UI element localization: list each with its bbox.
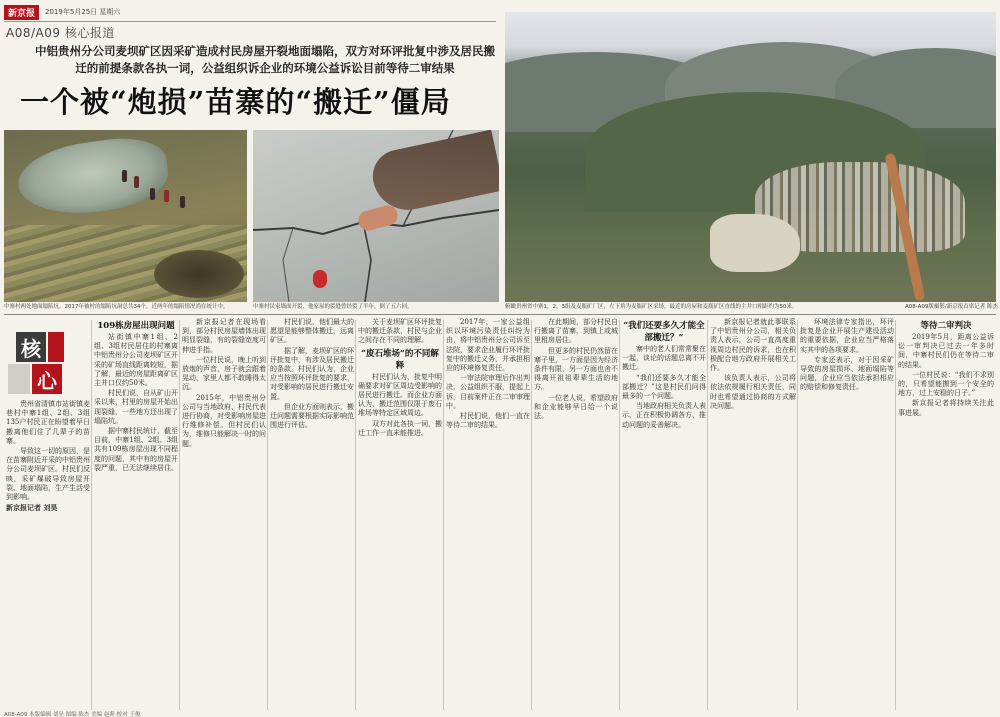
paragraph: 该负责人表示，公司将依法依规履行相关责任，同时也希望通过协商的方式解决问题。 <box>710 374 796 410</box>
paragraph: 据中寨村民统计，截至目前，中寨1组、2组、3组共有109栋房屋出现不同程度的问题，其中有的房屋开裂严重，已无法继续居住。 <box>94 427 178 472</box>
paragraph: 一位老人说，希望政府和企业能够早日给一个说法。 <box>534 393 618 421</box>
column-subheading: “我们还要多久才能全部搬迁？” <box>623 321 705 343</box>
column-rule <box>443 320 444 710</box>
paragraph: 导致这一切的原因，是在苗寨附近开采的中铝贵州分公司麦坝矿区。村民们反映，采矿爆破导致房屋开裂、地面塌陷，生产生活受到影响。 <box>6 447 90 502</box>
crater-shape <box>154 250 244 298</box>
article-headline: 一个被“炮损”苗寨的“搬迁”僵局 <box>20 85 451 119</box>
photo1-caption: 中寨村两处地面塌陷坑。2017年被村的塌陷坑洞总共34个，近两年的塌陷情况尚在统计中。 <box>4 304 229 310</box>
paragraph: 一位村民说：“我们不求别的，只希望能搬到一个安全的地方，过上安稳的日子。” <box>898 370 994 398</box>
paragraph: 2017年，一家公益组织以环境污染责任纠纷为由，将中铝贵州分公司诉至法院，要求企业履行环评批复中的搬迁义务，并承担相应的环境修复责任。 <box>446 318 530 373</box>
paragraph: 一审法院审理后作出判决，公益组织不服，提起上诉，目前案件正在二审审理中。 <box>446 374 530 410</box>
villager-figure <box>164 190 169 202</box>
photo-aerial-village <box>505 12 996 302</box>
byline: 新京报记者 刘昊 <box>6 503 58 513</box>
column-rule <box>355 320 356 710</box>
article-column <box>6 400 90 712</box>
masthead <box>4 4 496 20</box>
page-footer: A08-A09 本版编辑 刘昊 图编 陈杰 美编 赵莉 校对 王俊 <box>4 712 141 717</box>
paragraph: 村民们说，自从矿山开采以来，村里的房屋开始出现裂缝，一些地方还出现了塌陷坑。 <box>94 389 178 425</box>
paragraph: 新京报记者将持续关注此事进展。 <box>898 399 994 417</box>
column-rule <box>707 320 708 710</box>
logo-red-block <box>48 332 64 362</box>
article-column <box>710 318 796 712</box>
villager-figure <box>122 170 127 182</box>
logo-grey-block <box>8 364 30 394</box>
paragraph: 一位村民说，晚上听到放炮的声音，房子就会跟着晃动，家里人都不敢睡得太沉。 <box>182 355 266 392</box>
section-tag: A08/A09 核心报道 <box>6 26 115 40</box>
paragraph: 但企业方面则表示，搬迁问题需要根据实际影响范围进行评估。 <box>270 402 354 430</box>
paragraph: 在此期间，部分村民自行搬离了苗寨，到镇上或城里租房居住。 <box>534 318 618 345</box>
column-rule <box>797 320 798 710</box>
column-rule <box>895 320 896 710</box>
paragraph: 但更多的村民仍然留在寨子里，一方面是因为经济条件有限，另一方面也舍不得离开祖祖辈辈生活的地方。 <box>534 346 618 392</box>
column-subheading: 109栋房屋出现问题 <box>97 321 175 331</box>
bottle-figure <box>313 270 327 288</box>
paragraph: 2015年，中铝贵州分公司与当地政府、村民代表进行协商，对受影响房屋进行维修补偿。但村民们认为，维修只能解决一时的问题。 <box>182 393 266 448</box>
photo3-caption: 俯瞰贵州省中寨1，2，3组及麦瓶矿厂区，左下角为麦瓶矿区采场，最近的房屋和麦瓶矿区直线的主井口相距约为50米。 <box>505 304 798 310</box>
newspaper-logo: 新京报 <box>4 5 39 20</box>
paragraph: 关于麦坝矿区环评批复中的搬迁条款，村民与企业之间存在不同的理解。 <box>358 318 442 345</box>
article-column <box>534 318 618 712</box>
masthead-divider <box>4 21 496 22</box>
column-rule <box>91 320 92 710</box>
photo-collapse-pit <box>4 130 247 302</box>
paragraph: 据了解，麦坝矿区的环评批复中，有涉及居民搬迁的条款。村民们认为，企业应当按照环评批复的要求，对受影响的居民进行搬迁安置。 <box>270 346 354 401</box>
column-subheading: “废石堆场”的不同解释 <box>361 348 439 371</box>
section-divider <box>4 314 996 315</box>
column-rule <box>179 320 180 710</box>
article-column <box>182 318 266 712</box>
villager-figure <box>150 188 155 200</box>
paragraph: 新京报记者就此事联系了中铝贵州分公司，相关负责人表示，公司一直高度重视周边村民的诉求，也在积极配合地方政府开展相关工作。 <box>710 318 796 373</box>
issue-date: 2019年5月25日 星期六 <box>45 8 121 16</box>
paragraph: 村民们认为，批复中明确要求对矿区周边受影响的居民进行搬迁。而企业方面认为，搬迁范围仅限于废石堆场等特定区域周边。 <box>358 372 442 418</box>
pond-shape <box>14 132 172 222</box>
mine-pit <box>710 214 800 272</box>
paragraph: 专家还表示，对于因采矿导致的房屋损坏、地面塌陷等问题，企业应当依法承担相应的赔偿和修复责任。 <box>800 355 894 392</box>
article-column <box>898 318 994 712</box>
paragraph: 寨中的老人们常常聚在一起，谈论的话题总离不开搬迁。 <box>622 345 706 372</box>
column-rule <box>267 320 268 710</box>
paragraph: 双方对此各执一词，搬迁工作一直未能推进。 <box>358 419 442 437</box>
paragraph: 村民们说，他们一直在等待二审的结果。 <box>446 412 530 430</box>
article-column <box>358 318 442 712</box>
article-column <box>800 318 894 712</box>
column-subheading: 等待二审判决 <box>920 321 972 331</box>
villager-figure <box>134 176 139 188</box>
logo-char-1: 核 <box>16 332 46 362</box>
photo2-caption: 中寨村民家墙面开裂，他家屋的裂缝曾经裂了半年，倒了五六回。 <box>253 304 413 310</box>
article-subhead: 中铝贵州分公司麦坝矿区因采矿造成村民房屋开裂地面塌陷，双方对环评批复中涉及居民搬迁的前提条款各执一词，公益组织诉企业的环境公益诉讼目前等待二审结果 <box>35 44 495 75</box>
column-rule <box>619 320 620 710</box>
paragraph: 贵州省清镇市站街镇麦巷村中寨1组、2组、3组135户村民正在盼望着早日搬离他们住了几辈子的苗寨。 <box>6 400 90 445</box>
article-column <box>94 318 178 712</box>
paragraph: 环境法律专家指出，环评批复是企业开展生产建设活动的重要依据，企业应当严格落实其中的各项要求。 <box>800 318 894 354</box>
paragraph: 村民们说，他们最大的愿望是能够整体搬迁，远离矿区。 <box>270 318 354 345</box>
paragraph: 站街镇中寨1组、2组、3组村民居住的村寨离中铝贵州分公司麦坝矿区开采的矿场直线距离较短，据了解，最近的房屋距离矿区主井口仅约50米。 <box>94 333 178 388</box>
core-report-logo <box>8 330 64 396</box>
photo-cracked-wall <box>253 130 499 302</box>
article-column <box>622 318 706 712</box>
paragraph: 当地政府相关负责人表示，正在积极协调各方，推动问题的妥善解决。 <box>622 402 706 429</box>
photo-credit: A08-A09版摄影/新京报首席记者 陈杰 <box>905 304 998 310</box>
paragraph: “我们还要多久才能全部搬迁？”这是村民们问得最多的一个问题。 <box>622 373 706 401</box>
article-column <box>446 318 530 712</box>
paragraph: 2019年5月，距离公益诉讼一审判决已过去一年多时间，中寨村民们仍在等待二审的结果。 <box>898 333 994 369</box>
article-column <box>270 318 354 712</box>
villager-figure <box>180 196 185 208</box>
logo-char-2: 心 <box>32 364 62 394</box>
column-rule <box>531 320 532 710</box>
paragraph: 新京报记者在现场看到，部分村民房屋墙体出现明显裂缝，有的裂缝宽度可伸进手指。 <box>182 318 266 354</box>
